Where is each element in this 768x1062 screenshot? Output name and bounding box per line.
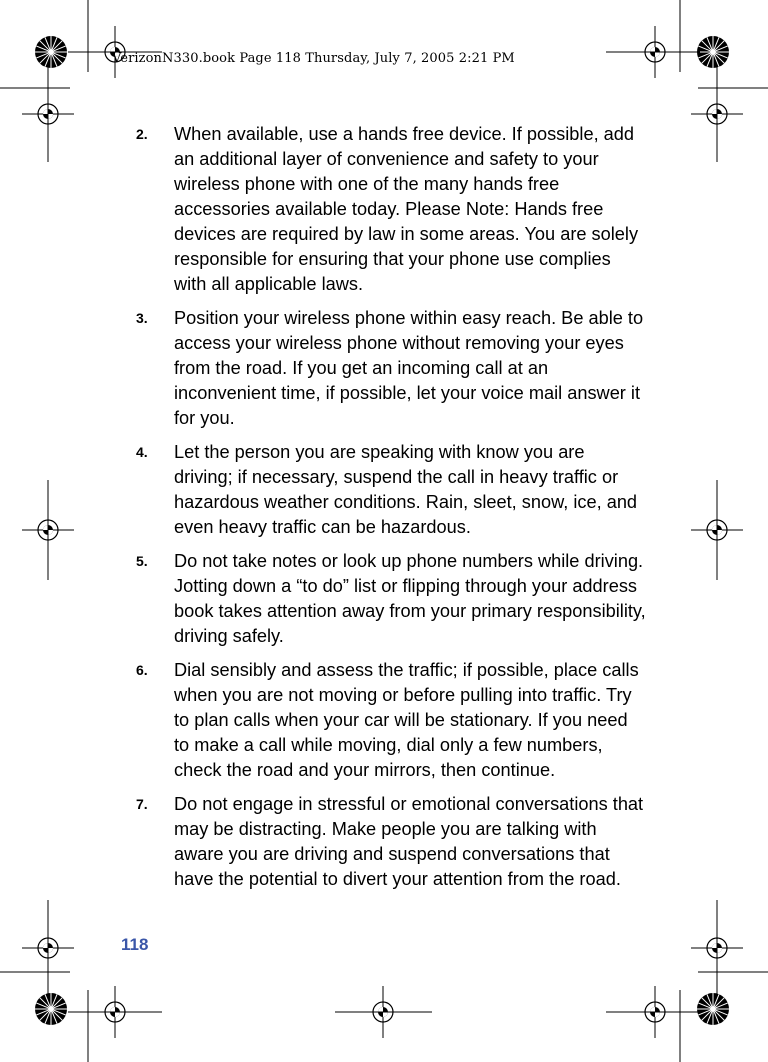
list-item: [136, 440, 646, 540]
page-number: 118: [121, 935, 149, 954]
item-text: Dial sensibly and assess the traffic; if possible, place calls when you are not moving or before pulling into traffic. Try to plan calls when your car will be stationary. If you need to make a call while moving, dial only a few numbers, check the road and your mirrors, then continue.: [174, 660, 639, 780]
sunburst-icon: [35, 36, 67, 68]
list-item: [136, 658, 646, 783]
item-text: Do not engage in stressful or emotional conversations that may be distracting. Make people you are talking with aware you are driving and suspend conversations that have the potential to divert your attention from the road.: [174, 794, 644, 889]
list-item: [136, 792, 646, 892]
list-item: [136, 306, 646, 431]
item-number: 2.: [136, 126, 148, 142]
item-number: 5.: [136, 553, 148, 569]
safety-tips-list: [136, 122, 646, 901]
item-number: 3.: [136, 310, 148, 326]
list-item: [136, 549, 646, 649]
item-number: 6.: [136, 662, 148, 678]
sunburst-icon: [697, 993, 729, 1025]
list-item: [136, 122, 646, 297]
sunburst-icon: [697, 36, 729, 68]
item-text: Let the person you are speaking with know you are driving; if necessary, suspend the call in heavy traffic or hazardous weather conditions. Rain, sleet, snow, ice, and even heavy traffic can be hazardous.: [174, 442, 638, 537]
item-text: Position your wireless phone within easy reach. Be able to access your wireless phone without removing your eyes from the road. If you get an incoming call at an inconvenient time, if possible, let your voice mail answer it for you.: [174, 308, 644, 428]
item-number: 7.: [136, 796, 148, 812]
print-slug-header: VerizonN330.book Page 118 Thursday, July 7, 2005 2:21 PM: [112, 51, 515, 66]
item-number: 4.: [136, 444, 148, 460]
item-text: When available, use a hands free device. If possible, add an additional layer of convenience and safety to your wireless phone with one of the many hands free accessories available today. Please Note: Hands free devices are required by law in some areas. You are solely responsible for ensuring that your phone use complies with all applicable laws.: [174, 124, 639, 294]
item-text: Do not take notes or look up phone numbers while driving. Jotting down a “to do” list or flipping through your address book takes attention away from your primary responsibility, driving safely.: [174, 551, 646, 646]
sunburst-icon: [35, 993, 67, 1025]
